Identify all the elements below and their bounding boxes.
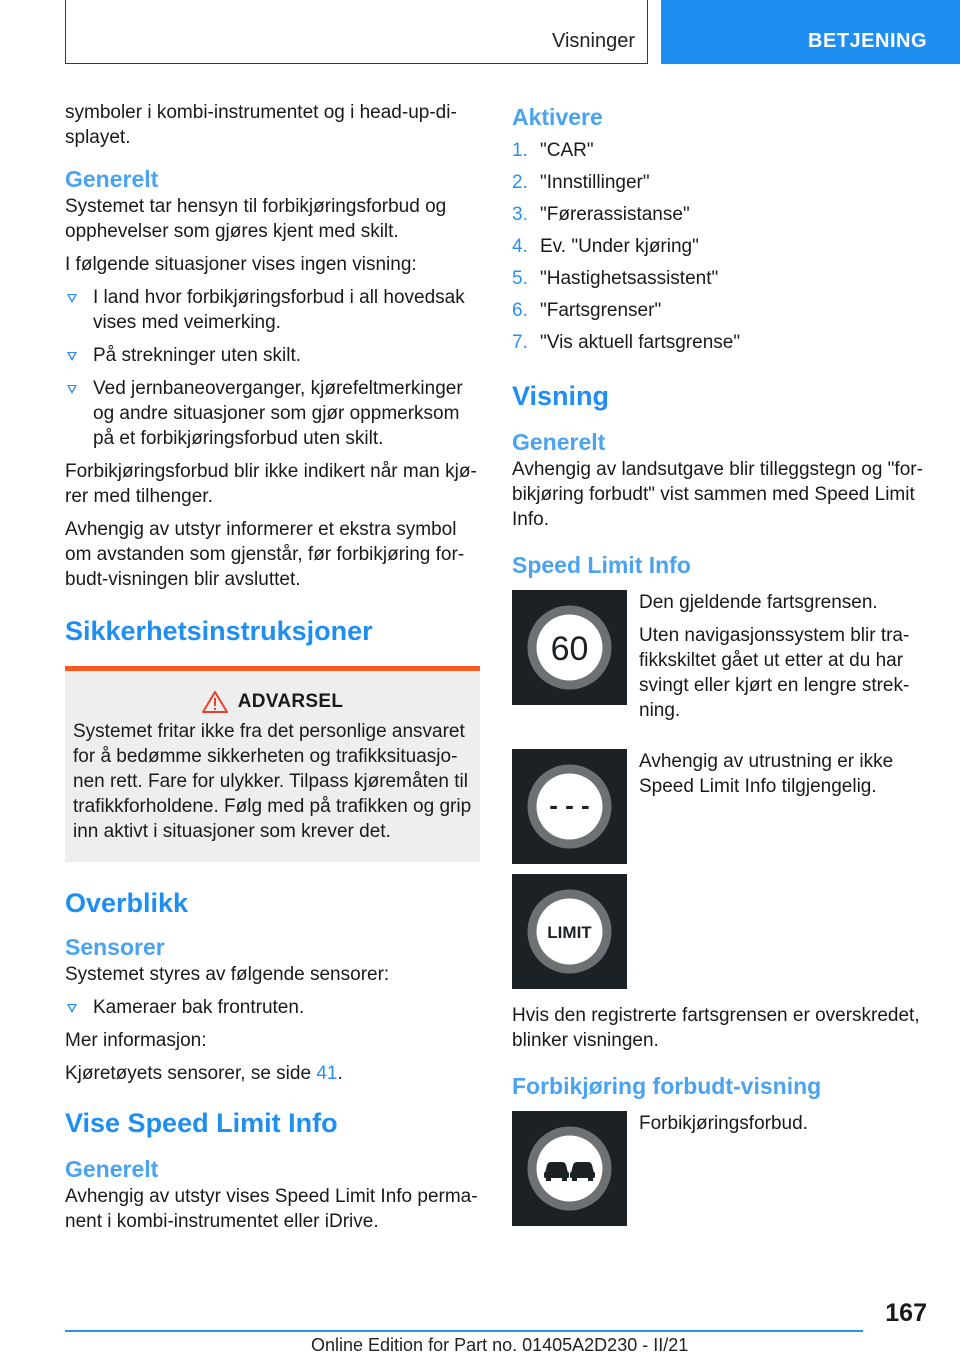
- generelt-heading-1: Generelt: [65, 166, 159, 192]
- warning-title: ADVARSEL: [237, 691, 344, 712]
- speed-sign-unavailable-image: [512, 749, 627, 864]
- right-column: [512, 100, 927, 1236]
- sign-60-p2: Uten navigasjonssystem blir trafikkskiltet gået ut etter at du har svingt eller kjørt en lengre strekning.: [639, 625, 910, 721]
- footer-edition: Online Edition for Part no. 01405A2D230 - II/21: [311, 1335, 689, 1355]
- generelt-p2: I følgende situasjoner vises ingen visning:: [65, 254, 417, 275]
- warning-box: [65, 666, 480, 862]
- svg-text:60: 60: [550, 630, 589, 668]
- display-generelt-p1: Avhengig av landsutgave blir tilleggstegn og "forbikjøring forbudt" vist sammen med Speed Limit Info.: [512, 459, 923, 530]
- list-item: På strekninger uten skilt.: [65, 343, 480, 368]
- warning-triangle-icon: [202, 691, 228, 713]
- speed-unavailable-sign-icon: [512, 749, 627, 864]
- intro-text: symboler i kombi-instrumentet og i head-up-displayet.: [65, 102, 457, 148]
- nopass-text: Forbikjøringsforbud.: [639, 1113, 808, 1134]
- header-chapter-title: BETJENING: [808, 30, 927, 52]
- generelt-heading-right: Generelt: [512, 429, 606, 455]
- sensors-list: [65, 995, 480, 1020]
- display-heading: Visning: [512, 381, 610, 411]
- svg-text:LIMIT: LIMIT: [547, 923, 592, 942]
- generelt-heading-2: Generelt: [65, 1156, 159, 1182]
- list-item: 2. "Innstillinger": [512, 172, 650, 193]
- triangle-bullet-icon: [67, 352, 77, 361]
- list-item: I land hvor forbikjøringsforbud i all hovedsak vises med veimerking.: [65, 285, 480, 335]
- triangle-bullet-icon: [67, 1004, 77, 1013]
- generelt-p1: Systemet tar hensyn til forbikjøringsforbud og opphevelser som gjøres kjent med skilt.: [65, 196, 447, 242]
- list-item: 6. "Fartsgrenser": [512, 300, 662, 321]
- triangle-bullet-icon: [67, 294, 77, 303]
- header-section-box: [65, 0, 648, 64]
- exceeded-text: Hvis den registrerte fartsgrensen er overskredet, blinker visningen.: [512, 1005, 920, 1051]
- header-chapter-box: [661, 0, 960, 64]
- warning-text: Systemet fritar ikke fra det personlige ansvaret for å bedømme sikkerheten og trafikksituasjonen rett. Fare for ulykker. Tilpass kjøremåten til trafikkforholdene. Følg med på trafikken og grip inn aktivt i situasjoner som krever det.: [73, 721, 472, 842]
- sign-dash-row: [512, 749, 927, 864]
- speed-sign-60-image: [512, 590, 627, 705]
- sensors-p3: Kjøretøyets sensorer, se side 41.: [65, 1063, 343, 1084]
- list-item: 7. "Vis aktuell fartsgrense": [512, 332, 741, 353]
- nopass-heading: Forbikjøring forbudt-visning: [512, 1073, 822, 1099]
- safety-heading: Sikkerhetsinstruksjoner: [65, 616, 373, 646]
- list-item: Ved jernbaneoverganger, kjørefeltmerkinger og andre situasjoner som gjør oppmerksom på et forbikjøringsforbud uten skilt.: [65, 376, 480, 451]
- list-item: 3. "Førerassistanse": [512, 204, 690, 225]
- show-sli-heading: Vise Speed Limit Info: [65, 1108, 338, 1138]
- sign-dash-p1: Avhengig av utrustning er ikke Speed Limit Info tilgjengelig.: [639, 751, 894, 797]
- no-passing-sign-image: [512, 1111, 627, 1226]
- sign-limit-row: [512, 874, 927, 989]
- speed-limit-sign-icon: [512, 590, 627, 705]
- warning-header: [73, 691, 472, 713]
- left-column: [65, 100, 480, 1242]
- list-item: 5. "Hastighetsassistent": [512, 268, 719, 289]
- overview-heading: Overblikk: [65, 888, 189, 918]
- sensors-heading: Sensorer: [65, 934, 165, 960]
- footer-divider: [65, 1330, 863, 1332]
- sensors-p1: Systemet styres av følgende sensorer:: [65, 964, 390, 985]
- list-item: 1. "CAR": [512, 140, 594, 161]
- list-item: Kameraer bak frontruten.: [65, 995, 480, 1020]
- list-item: 4. Ev. "Under kjøring": [512, 236, 699, 257]
- sensors-p2: Mer informasjon:: [65, 1030, 207, 1051]
- no-passing-sign-icon: [512, 1111, 627, 1226]
- limit-sign-icon: [512, 874, 627, 989]
- speed-sign-limit-image: [512, 874, 627, 989]
- sign-60-p1: Den gjeldende fartsgrensen.: [639, 592, 878, 613]
- generelt-p4: Avhengig av utstyr informerer et ekstra symbol om avstanden som gjenstår, før forbikjøring forbudt-visningen blir avsluttet.: [65, 519, 465, 590]
- svg-text:- - -: - - -: [549, 790, 590, 820]
- sli-heading: Speed Limit Info: [512, 552, 691, 578]
- activate-heading: Aktivere: [512, 104, 603, 130]
- generelt2-p1: Avhengig av utstyr vises Speed Limit Info permanent i kombi-instrumentet eller iDrive.: [65, 1186, 478, 1232]
- sign-nopass-row: [512, 1111, 927, 1226]
- no-display-list: [65, 285, 480, 451]
- sign-60-row: [512, 590, 927, 731]
- generelt-p3: Forbikjøringsforbud blir ikke indikert når man kjører med tilhenger.: [65, 461, 477, 507]
- page-41-link[interactable]: 41: [316, 1063, 338, 1084]
- activate-steps: [512, 138, 927, 355]
- page-number: 167: [885, 1299, 927, 1327]
- triangle-bullet-icon: [67, 385, 77, 394]
- header-section-title: Visninger: [551, 30, 635, 52]
